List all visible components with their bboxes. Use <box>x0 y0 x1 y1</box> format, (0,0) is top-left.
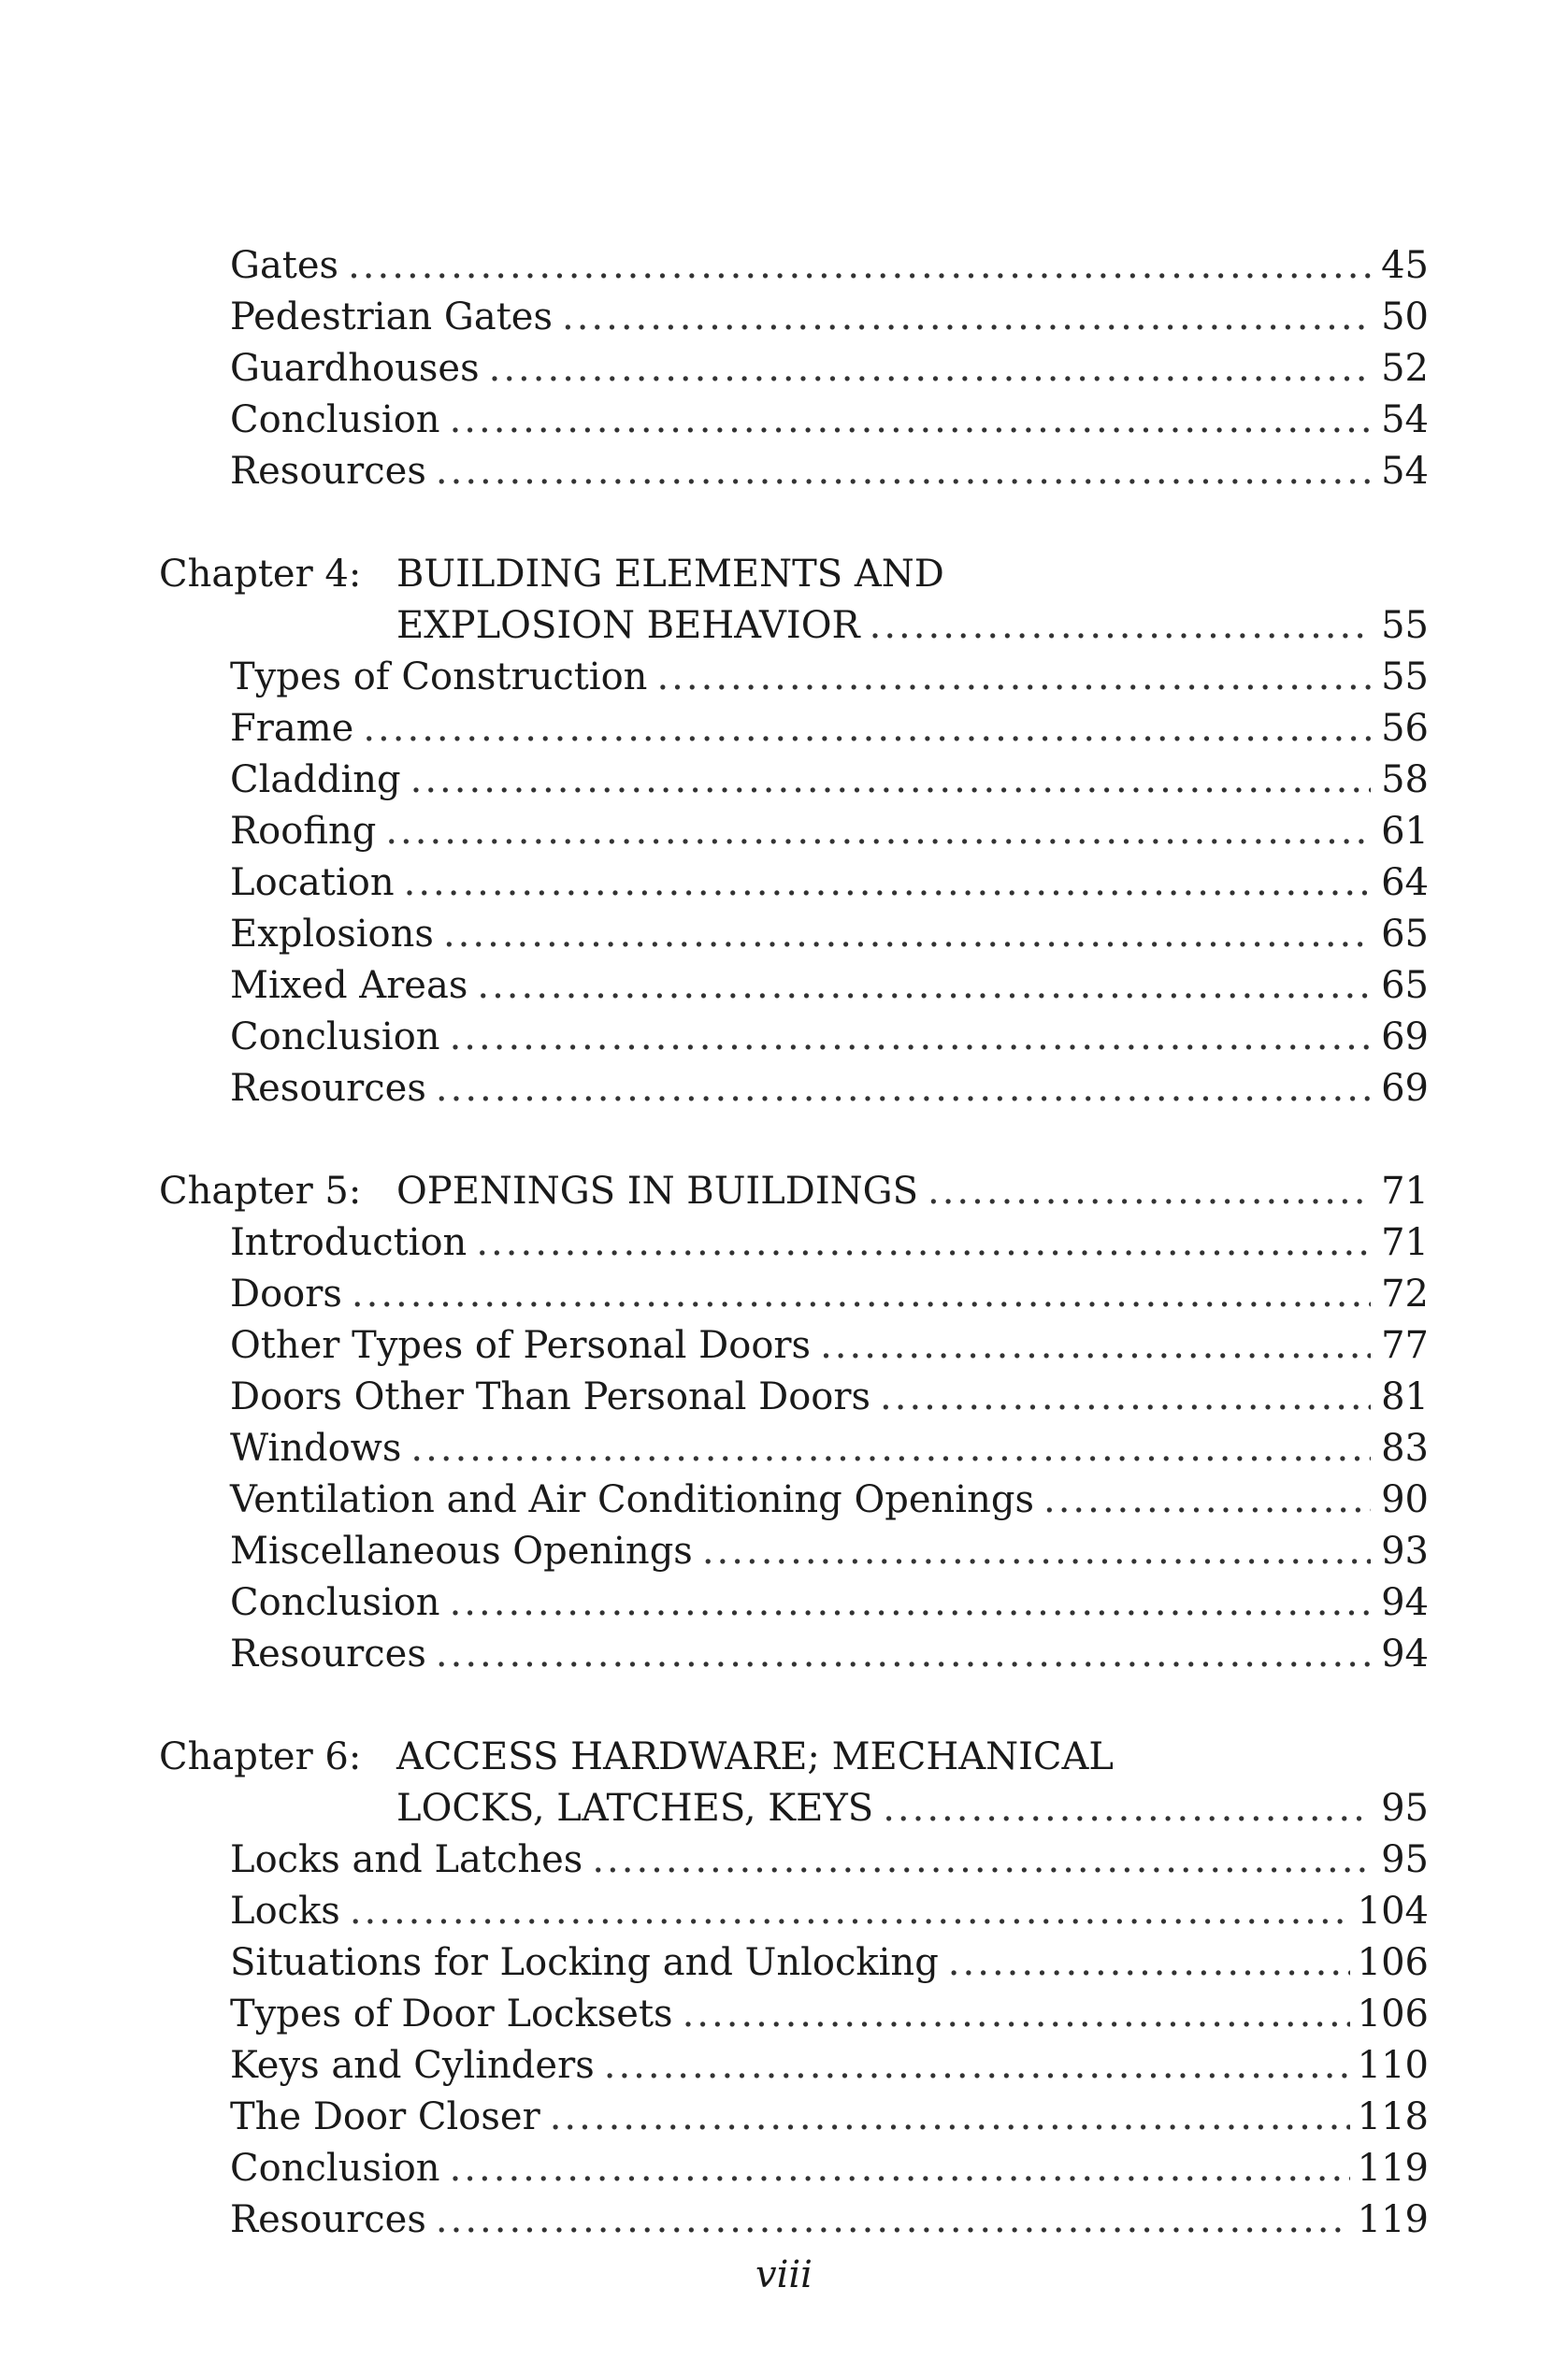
entry-title: Doors <box>230 1273 342 1316</box>
dot-leader <box>450 396 1371 443</box>
entry-page-number: 95 <box>1381 1838 1429 1881</box>
toc-entry-locks-and-latches <box>230 1836 1429 1883</box>
toc-entry-conclusion <box>230 1579 1429 1626</box>
dot-leader <box>604 2042 1350 2089</box>
dot-leader <box>550 2093 1350 2140</box>
dot-leader <box>352 1271 1371 1317</box>
entry-page-number: 54 <box>1381 450 1429 493</box>
entry-title: Types of Door Locksets <box>230 1993 673 2036</box>
entry-page-number: 64 <box>1381 861 1429 904</box>
entry-page-number: 72 <box>1381 1273 1429 1316</box>
dot-leader <box>363 705 1371 752</box>
toc-entry-explosions <box>230 911 1429 957</box>
toc-entry-keys-and-cylinders <box>230 2042 1429 2089</box>
entry-title: Roofing <box>230 810 377 853</box>
dot-leader <box>385 808 1371 855</box>
entry-page-number: 119 <box>1357 2147 1429 2190</box>
entry-title: Keys and Cylinders <box>230 2044 595 2087</box>
dot-leader <box>883 1785 1371 1832</box>
entry-title: Conclusion <box>230 1015 440 1058</box>
chapter-title: BUILDING ELEMENTS AND <box>396 553 944 596</box>
toc-entry-gates <box>230 242 1429 289</box>
dot-leader <box>880 1374 1371 1420</box>
entry-title: Conclusion <box>230 1581 440 1624</box>
entry-title: Resources <box>230 1633 426 1676</box>
entry-page-number: 71 <box>1381 1221 1429 1264</box>
dot-leader <box>928 1168 1371 1215</box>
toc-chapter-6-heading <box>159 1734 1429 1780</box>
toc-entry-ventilation-openings <box>230 1476 1429 1523</box>
toc-entry-doors-other-than-personal-doors <box>230 1374 1429 1420</box>
entry-title: Explosions <box>230 913 434 956</box>
toc-entry-resources <box>230 2196 1429 2243</box>
toc-entry-cladding <box>230 756 1429 803</box>
dot-leader <box>1043 1476 1371 1523</box>
toc-entry-guardhouses <box>230 345 1429 392</box>
entry-title: Situations for Locking and Unlocking <box>230 1941 939 1984</box>
entry-page-number: 110 <box>1357 2044 1429 2087</box>
toc-chapter-6-title-continued <box>396 1785 1429 1832</box>
dot-leader <box>450 1014 1371 1060</box>
entry-title: Gates <box>230 244 339 287</box>
entry-page-number: 118 <box>1357 2095 1429 2138</box>
entry-page-number: 61 <box>1381 810 1429 853</box>
entry-page-number: 58 <box>1381 758 1429 801</box>
entry-title: Conclusion <box>230 398 440 441</box>
dot-leader <box>350 1888 1350 1935</box>
toc-entry-types-of-door-locksets <box>230 1991 1429 2037</box>
dot-leader <box>410 1425 1371 1472</box>
dot-leader <box>450 1579 1371 1626</box>
entry-page-number: 54 <box>1381 398 1429 441</box>
entry-page-number: 52 <box>1381 347 1429 390</box>
entry-page-number: 106 <box>1357 1941 1429 1984</box>
toc-entry-conclusion <box>230 396 1429 443</box>
entry-title: Types of Construction <box>230 655 648 698</box>
dot-leader <box>476 1219 1371 1266</box>
toc-entry-conclusion <box>230 2145 1429 2192</box>
page-folio: viii <box>755 2253 813 2296</box>
chapter-number: Chapter 6: <box>159 1735 362 1778</box>
chapter-number: Chapter 4: <box>159 553 362 596</box>
dot-leader <box>410 756 1371 803</box>
dot-leader <box>404 859 1371 906</box>
dot-leader <box>870 602 1371 649</box>
entry-page-number: 104 <box>1357 1890 1429 1933</box>
entry-page-number: 95 <box>1381 1787 1429 1830</box>
entry-title: Cladding <box>230 758 401 801</box>
entry-title: Introduction <box>230 1221 468 1264</box>
toc-entry-pedestrian-gates <box>230 294 1429 340</box>
dot-leader <box>948 1939 1350 1986</box>
entry-page-number: 90 <box>1381 1478 1429 1521</box>
toc-entry-roofing <box>230 808 1429 855</box>
entry-page-number: 45 <box>1381 244 1429 287</box>
entry-title: Locks <box>230 1890 340 1933</box>
entry-page-number: 94 <box>1381 1581 1429 1624</box>
entry-page-number: 56 <box>1381 707 1429 750</box>
entry-page-number: 69 <box>1381 1015 1429 1058</box>
toc-entry-locks <box>230 1888 1429 1935</box>
entry-page-number: 50 <box>1381 295 1429 338</box>
dot-leader <box>683 1991 1350 2037</box>
toc-entry-types-of-construction <box>230 654 1429 700</box>
entry-page-number: 55 <box>1381 655 1429 698</box>
entry-title: Mixed Areas <box>230 964 468 1007</box>
toc-entry-introduction <box>230 1219 1429 1266</box>
toc-entry-frame <box>230 705 1429 752</box>
entry-title: Ventilation and Air Conditioning Openings <box>230 1478 1034 1521</box>
toc-entry-location <box>230 859 1429 906</box>
entry-title: Resources <box>230 450 426 493</box>
entry-page-number: 77 <box>1381 1324 1429 1367</box>
toc-chapter-4-title-continued <box>396 602 1429 649</box>
toc-entry-other-types-of-personal-doors <box>230 1322 1429 1369</box>
entry-page-number: 69 <box>1381 1067 1429 1110</box>
entry-page-number: 55 <box>1381 604 1429 647</box>
chapter-title: LOCKS, LATCHES, KEYS <box>396 1787 874 1830</box>
entry-title: Doors Other Than Personal Doors <box>230 1375 871 1418</box>
dot-leader <box>436 1065 1371 1112</box>
toc-entry-mixed-areas <box>230 962 1429 1009</box>
dot-leader <box>820 1322 1371 1369</box>
chapter-title: ACCESS HARDWARE; MECHANICAL <box>396 1735 1114 1778</box>
entry-title: Pedestrian Gates <box>230 295 553 338</box>
entry-page-number: 65 <box>1381 913 1429 956</box>
dot-leader <box>436 2196 1350 2243</box>
entry-page-number: 94 <box>1381 1633 1429 1676</box>
dot-leader <box>702 1528 1371 1575</box>
entry-page-number: 93 <box>1381 1530 1429 1573</box>
entry-title: Resources <box>230 2198 426 2241</box>
dot-leader <box>656 654 1371 700</box>
toc-chapter-4-heading <box>159 551 1429 597</box>
entry-title: Conclusion <box>230 2147 440 2190</box>
entry-title: Other Types of Personal Doors <box>230 1324 812 1367</box>
toc-entry-resources <box>230 1631 1429 1677</box>
entry-title: Frame <box>230 707 354 750</box>
entry-title: Location <box>230 861 395 904</box>
dot-leader <box>477 962 1371 1009</box>
toc-entry-resources <box>230 1065 1429 1112</box>
toc-entry-miscellaneous-openings <box>230 1528 1429 1575</box>
dot-leader <box>592 1836 1371 1883</box>
entry-page-number: 119 <box>1357 2198 1429 2241</box>
entry-title: Windows <box>230 1427 402 1470</box>
toc-entry-conclusion <box>230 1014 1429 1060</box>
entry-title: Locks and Latches <box>230 1838 583 1881</box>
entry-page-number: 65 <box>1381 964 1429 1007</box>
toc-entry-the-door-closer <box>230 2093 1429 2140</box>
toc-entry-windows <box>230 1425 1429 1472</box>
dot-leader <box>443 911 1371 957</box>
entry-page-number: 106 <box>1357 1993 1429 2036</box>
chapter-title: OPENINGS IN BUILDINGS <box>396 1170 918 1213</box>
toc-entry-situations-for-locking <box>230 1939 1429 1986</box>
toc-chapter-5-heading <box>159 1168 1429 1215</box>
chapter-title: EXPLOSION BEHAVIOR <box>396 604 860 647</box>
dot-leader <box>450 2145 1350 2192</box>
entry-title: Miscellaneous Openings <box>230 1530 693 1573</box>
dot-leader <box>562 294 1371 340</box>
chapter-number: Chapter 5: <box>159 1170 362 1213</box>
toc-entry-doors <box>230 1271 1429 1317</box>
entry-title: Guardhouses <box>230 347 480 390</box>
entry-title: Resources <box>230 1067 426 1110</box>
dot-leader <box>348 242 1371 289</box>
entry-page-number: 71 <box>1381 1170 1429 1213</box>
toc-entry-resources <box>230 448 1429 495</box>
dot-leader <box>436 448 1371 495</box>
entry-title: The Door Closer <box>230 2095 540 2138</box>
dot-leader <box>489 345 1371 392</box>
dot-leader <box>436 1631 1371 1677</box>
entry-page-number: 83 <box>1381 1427 1429 1470</box>
entry-page-number: 81 <box>1381 1375 1429 1418</box>
